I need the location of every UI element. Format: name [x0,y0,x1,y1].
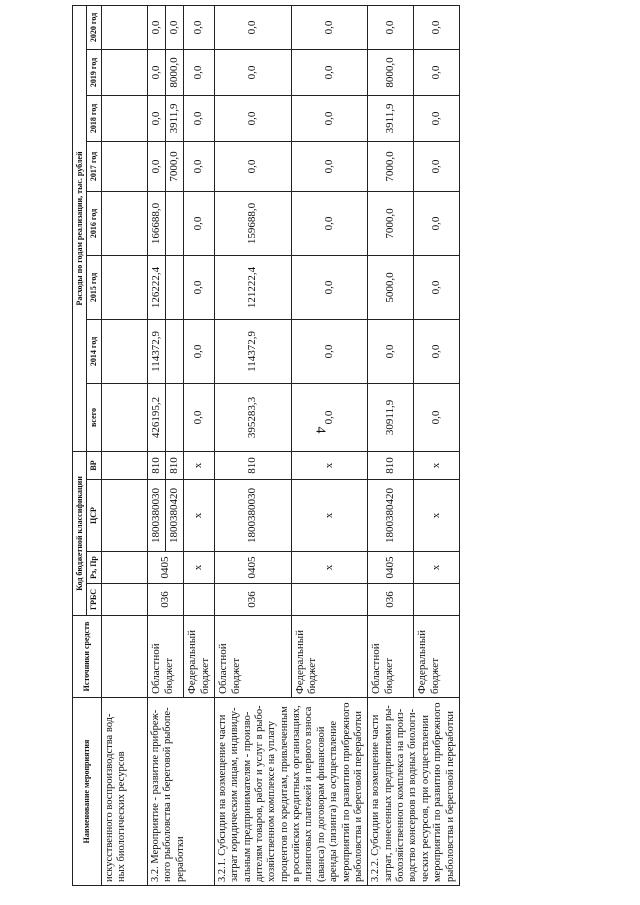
empty-cell [101,5,147,49]
code-grbs: 036 [147,584,183,616]
code-rzpr: 0405 [147,552,183,584]
row-source: Федеральный бюджет [183,616,214,698]
value-cell: 0,0 [291,383,368,451]
code-csr: 1800380420 [165,480,183,552]
header-code: ЦСР [87,480,101,552]
header-source: Источники средств [73,616,102,698]
code-csr: х [291,480,368,552]
code-csr: х [414,480,460,552]
code-csr: 1800380030 [214,480,291,552]
row-source: Областной бюджет [368,616,414,698]
header-year: 2014 год [87,319,101,383]
header-year: 2017 год [87,141,101,191]
header-name: Наименование мероприятия [73,698,102,886]
table-row [214,5,291,885]
value-cell: 166688,0 [147,191,165,255]
value-cell: 114372,9 [214,319,291,383]
value-cell: 0,0 [291,319,368,383]
header-code: ВР [87,451,101,479]
table-row [368,5,414,885]
code-vr: 810 [368,451,414,479]
value-cell: 0,0 [183,255,214,319]
empty-cell [101,255,147,319]
value-cell: 0,0 [291,255,368,319]
row-name: 3.2.2. Субсидии на возмещение части затрат, понесенных предприятиями ры-бохозяйственного комплекса на произ-водство консервов из водных биологи-ческих ресурсов, при осуществлении мероприятий по развитию прибрежного рыболовства и береговой переработки [368,698,460,886]
value-cell: 8000,0 [165,49,183,95]
code-csr: х [183,480,214,552]
value-cell: 0,0 [183,191,214,255]
code-grbs: 036 [368,584,414,616]
empty-cell [101,49,147,95]
code-rzpr: х [291,552,368,584]
header-code: Рз, Пр [87,552,101,584]
value-cell: 7000,0 [368,191,414,255]
empty-cell [101,319,147,383]
value-cell: 395283,3 [214,383,291,451]
code-vr: 810 [214,451,291,479]
value-cell: 0,0 [291,95,368,141]
empty-cell [101,191,147,255]
code-vr: х [291,451,368,479]
value-cell: 0,0 [291,191,368,255]
empty-cell [101,480,147,552]
value-cell: 0,0 [414,383,460,451]
header-year: 2018 год [87,95,101,141]
value-cell [165,319,183,383]
row-name: 3.2.1. Субсидии на возмещение части затрат юридическим лицам, индивиду-альным предпринимателям - произво-дителям товаров, работ и услуг в рыбо-хозяйственном комплексе на уплату процентов по кредитам, привлеченным в российских кредитных организациях, лизинговых платежей и первого взноса (аванса) по договорам финансовой аренды (лизинга) на осуществление мероприятий по развитию прибрежного рыболовства и береговой переработки [214,698,368,886]
value-cell: 0,0 [414,49,460,95]
value-cell: 0,0 [214,49,291,95]
value-cell: 0,0 [183,5,214,49]
value-cell: 0,0 [414,95,460,141]
header-year: 2019 год [87,49,101,95]
header-year: 2015 год [87,255,101,319]
value-cell: 0,0 [414,255,460,319]
value-cell: 0,0 [147,5,165,49]
empty-cell [101,552,147,584]
value-cell: 7000,0 [165,141,183,191]
value-cell: 7000,0 [368,141,414,191]
rotated-table-container [72,6,602,886]
row-source: Федеральный бюджет [291,616,368,698]
row-source: Областной бюджет [147,616,183,698]
empty-cell [101,95,147,141]
value-cell: 0,0 [291,141,368,191]
value-cell: 0,0 [414,191,460,255]
row-name: искусственного воспроизводства вод-ных биологических ресурсов [101,698,147,886]
empty-cell [101,383,147,451]
row-name: 3.2. Мероприятие - развитие прибреж-ного рыболовства и береговой рыбопе-реработки [147,698,214,886]
value-cell: 0,0 [183,383,214,451]
value-cell [165,383,183,451]
header-code: ГРБС [87,584,101,616]
code-vr: 810 [165,451,183,479]
value-cell: 30911,9 [368,383,414,451]
code-grbs [291,584,368,616]
code-vr: х [183,451,214,479]
value-cell [165,255,183,319]
value-cell: 0,0 [368,319,414,383]
table-row [101,5,147,885]
value-cell: 8000,0 [368,49,414,95]
value-cell: 0,0 [183,319,214,383]
header-codes-group: Код бюджетной классификации [73,451,87,615]
value-cell: 0,0 [183,141,214,191]
empty-cell [101,141,147,191]
code-vr: х [414,451,460,479]
value-cell: 426195,2 [147,383,165,451]
value-cell: 3911,9 [368,95,414,141]
value-cell: 0,0 [147,49,165,95]
value-cell: 0,0 [183,95,214,141]
table-body [101,5,459,885]
code-rzpr: х [414,552,460,584]
value-cell: 0,0 [414,5,460,49]
row-source: Федеральный бюджет [414,616,460,698]
budget-table [72,5,460,886]
code-grbs: 036 [214,584,291,616]
value-cell: 114372,9 [147,319,165,383]
value-cell: 0,0 [414,319,460,383]
value-cell: 5000,0 [368,255,414,319]
value-cell: 0,0 [291,5,368,49]
row-source: Областной бюджет [214,616,291,698]
value-cell: 0,0 [214,95,291,141]
value-cell: 0,0 [147,95,165,141]
empty-cell [101,584,147,616]
value-cell: 0,0 [214,5,291,49]
code-rzpr: х [183,552,214,584]
header-year: всего [87,383,101,451]
value-cell: 0,0 [214,141,291,191]
code-rzpr: 0405 [214,552,291,584]
code-csr: 1800380030 [147,480,165,552]
empty-cell [101,616,147,698]
table-row [147,5,165,885]
header-expenses-group: Расходы по годам реализации, тыс. рублей [73,5,87,451]
value-cell: 0,0 [147,141,165,191]
value-cell [165,191,183,255]
value-cell: 0,0 [414,141,460,191]
code-rzpr: 0405 [368,552,414,584]
header-year: 2016 год [87,191,101,255]
value-cell: 0,0 [291,49,368,95]
header-year: 2020 год [87,5,101,49]
value-cell: 0,0 [165,5,183,49]
value-cell: 159688,0 [214,191,291,255]
code-grbs [414,584,460,616]
value-cell: 3911,9 [165,95,183,141]
code-grbs [183,584,214,616]
value-cell: 0,0 [183,49,214,95]
empty-cell [101,451,147,479]
value-cell: 0,0 [368,5,414,49]
page-number: 4 [312,426,328,434]
value-cell: 126222,4 [147,255,165,319]
code-vr: 810 [147,451,165,479]
code-csr: 1800380420 [368,480,414,552]
value-cell: 121222,4 [214,255,291,319]
